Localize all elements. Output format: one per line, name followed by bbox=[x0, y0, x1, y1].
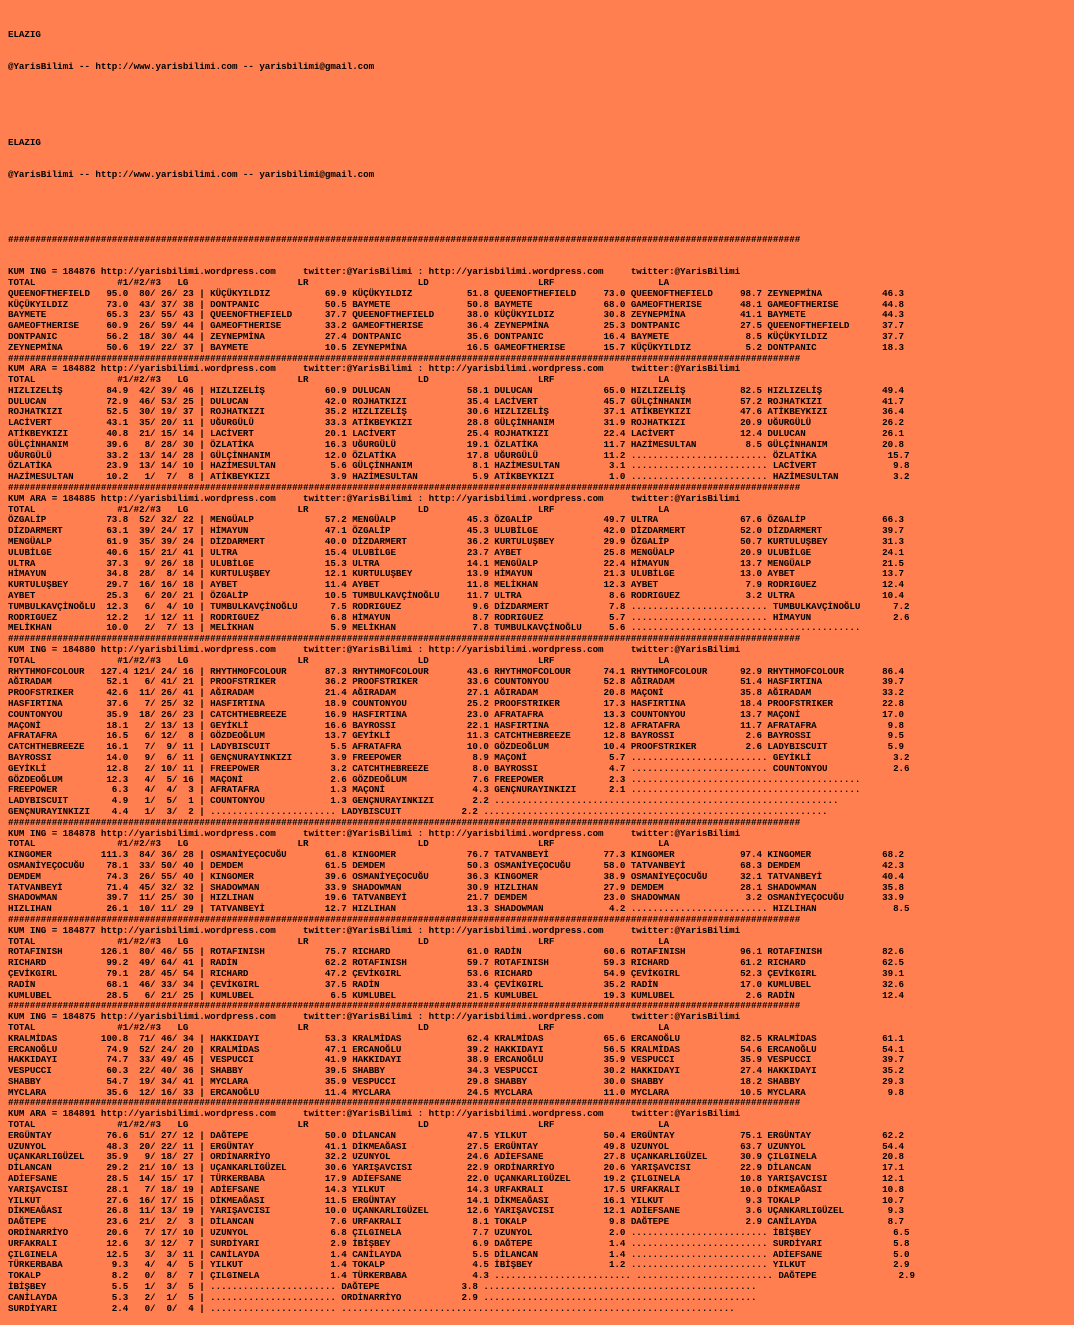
result-row: CANİLAYDA 5.3 2/ 1/ 5 | ....................... ORDİNARRİYO 2.9 .................................................. bbox=[8, 1291, 757, 1303]
result-row: DİZDARMERT 63.1 39/ 24/ 17 | HİMAYUN 47.1 ÖZGALİP 45.3 ULUBİLGE 42.0 DİZDARMERT 52.0 DİZDARMERT 39.7 bbox=[8, 525, 904, 537]
race-header-line: KUM ARA = 184891 http://yarisbilimi.wordpress.com twitter:@YarisBilimi : http://yarisbilimi.wordpress.com twitter:@YarisBilimi bbox=[8, 1108, 741, 1120]
result-row: DİKMEAĞASI 26.8 11/ 13/ 19 | YARIŞAVCISI 10.0 UÇANKARLIGÜZEL 12.6 YARIŞAVCISI 12.1 ADİEFSANE 3.6 UÇANKARLIGÜZEL 9.3 bbox=[8, 1205, 904, 1217]
result-row: SHADOWMAN 39.7 11/ 25/ 30 | HIZLIHAN 19.6 TATVANBEYİ 21.7 DEMDEM 23.0 SHADOWMAN 3.2 OSMANİYEÇOCUĞU 33.9 bbox=[8, 892, 904, 904]
result-row: URFAKRALI 12.6 3/ 12/ 7 | SURDİYARI 2.9 İBİŞBEY 6.9 DAĞTEPE 1.4 ......................... SURDİYARI 5.8 bbox=[8, 1237, 910, 1249]
race-header-line: KUM ARA = 184882 http://yarisbilimi.wordpress.com twitter:@YarisBilimi : http://yarisbilimi.wordpress.com twitter:@YarisBilimi bbox=[8, 363, 741, 375]
separator-line: ################################################################################################################################################# bbox=[8, 1001, 801, 1012]
result-row: TATVANBEYİ 71.4 45/ 32/ 32 | SHADOWMAN 33.9 SHADOWMAN 30.9 HIZLIHAN 27.9 DEMDEM 28.1 SHADOWMAN 35.8 bbox=[8, 881, 904, 893]
result-row: GAMEOFTHERISE 60.9 26/ 59/ 44 | GAMEOFTHERISE 33.2 GAMEOFTHERISE 36.4 ZEYNEPMİNA 25.3 DONTPANIC 27.5 QUEENOFTHEFIELD 37.7 bbox=[8, 320, 904, 332]
result-row: BAYMETE 65.3 23/ 55/ 43 | QUEENOFTHEFIELD 37.7 QUEENOFTHEFIELD 38.0 KÜÇÜKYILDIZ 30.8 ZEYNEPMİNA 41.1 BAYMETE 44.3 bbox=[8, 309, 904, 321]
results-body bbox=[8, 267, 1074, 1314]
result-row: ROJHATKIZI 52.5 30/ 19/ 37 | ROJHATKIZI 35.2 HIZLIZELİŞ 30.6 HIZLIZELİŞ 37.1 ATİKBEYKIZI 47.6 ATİKBEYKIZI 36.4 bbox=[8, 406, 904, 418]
result-row: ZEYNEPMİNA 50.6 19/ 22/ 37 | BAYMETE 10.5 ZEYNEPMİNA 16.5 GAMEOFTHERISE 15.7 KÜÇÜKYILDIZ 5.2 DONTPANIC 18.3 bbox=[8, 341, 904, 353]
column-header-line: TOTAL #1/#2/#3 LG LR LD LRF LA bbox=[8, 654, 670, 666]
result-row: GÖZDEOĞLUM 12.3 4/ 5/ 16 | MAÇONİ 2.6 GÖZDEOĞLUM 7.6 FREEPOWER 2.3 .......................................... bbox=[8, 773, 861, 785]
result-row: ATİKBEYKIZI 40.8 21/ 15/ 14 | LACİVERT 20.1 LACİVERT 25.4 ROJHATKIZI 22.4 LACİVERT 12.4 DULUCAN 26.1 bbox=[8, 428, 904, 440]
result-row: İBİŞBEY 5.5 1/ 3/ 5 | ....................... DAĞTEPE 3.8 .................................................. bbox=[8, 1281, 757, 1293]
result-row: PROOFSTRIKER 42.6 11/ 26/ 41 | AĞIRADAM 21.4 AĞIRADAM 27.1 AĞIRADAM 20.8 MAÇONİ 35.8 AĞIRADAM 33.2 bbox=[8, 687, 904, 699]
result-row: AFRATAFRA 16.5 6/ 12/ 8 | GÖZDEOĞLUM 13.7 GEYİKLİ 11.3 CATCHTHEBREEZE 12.8 BAYROSSI 2.6 BAYROSSI 9.5 bbox=[8, 730, 904, 742]
separator-line: ################################################################################################################################################# bbox=[8, 483, 801, 494]
result-row: HİMAYUN 34.8 28/ 8/ 14 | KURTULUŞBEY 12.1 KURTULUŞBEY 13.9 HİMAYUN 21.3 ULUBİLGE 13.0 AYBET 13.7 bbox=[8, 568, 904, 580]
column-header-line: TOTAL #1/#2/#3 LG LR LD LRF LA bbox=[8, 276, 670, 288]
result-row: ULTRA 37.3 9/ 26/ 18 | ULUBİLGE 15.3 ULTRA 14.1 MENGÜALP 22.4 HİMAYUN 13.7 MENGÜALP 21.5 bbox=[8, 557, 904, 569]
result-row: MELİKHAN 10.0 2/ 7/ 13 | MELİKHAN 5.9 MELİKHAN 7.8 TUMBULKAVÇİNOĞLU 5.6 .......................................... bbox=[8, 622, 861, 634]
result-row: UZUNYOL 48.3 20/ 22/ 11 | ERGÜNTAY 41.1 DİKMEAĞASI 27.5 ERGÜNTAY 49.8 UZUNYOL 63.7 UZUNYOL 54.4 bbox=[8, 1140, 904, 1152]
result-row: MYCLARA 35.6 12/ 16/ 33 | ERCANOĞLU 11.4 MYCLARA 24.5 MYCLARA 11.0 MYCLARA 10.5 MYCLARA 9.8 bbox=[8, 1086, 904, 1098]
result-row: ERCANOĞLU 74.9 52/ 24/ 20 | KRALMİDAS 47.1 ERCANOĞLU 39.2 HAKKIDAYI 56.5 KRALMİDAS 54.6 ERCANOĞLU 54.1 bbox=[8, 1043, 904, 1055]
result-row: DULUCAN 72.9 46/ 53/ 25 | DULUCAN 42.0 ROJHATKIZI 35.4 LACİVERT 45.7 GÜLÇİNHANIM 57.2 ROJHATKIZI 41.7 bbox=[8, 395, 904, 407]
result-row: UÇANKARLIGÜZEL 35.9 9/ 18/ 27 | ORDİNARRİYO 32.2 UZUNYOL 24.6 ADİEFSANE 27.8 UÇANKARLIGÜZEL 30.9 ÇILGINELA 20.8 bbox=[8, 1151, 904, 1163]
result-row: CATCHTHEBREEZE 16.1 7/ 9/ 11 | LADYBISCUIT 5.5 AFRATAFRA 10.0 GÖZDEOĞLUM 10.4 PROOFSTRIKER 2.6 LADYBISCUIT 5.9 bbox=[8, 741, 904, 753]
race-header-line: KUM ING = 184878 http://yarisbilimi.wordpress.com twitter:@YarisBilimi : http://yarisbilimi.wordpress.com twitter:@YarisBilimi bbox=[8, 827, 741, 839]
header-contact: @YarisBilimi -- http://www.yarisbilimi.com -- yarisbilimi@gmail.com bbox=[8, 60, 375, 72]
result-row: UĞURGÜLÜ 33.2 13/ 14/ 28 | GÜLÇİNHANIM 12.0 ÖZLATİKA 17.8 UĞURGÜLÜ 11.2 ......................... ÖZLATİKA 15.7 bbox=[8, 449, 910, 461]
result-row: ÖZLATİKA 23.9 13/ 14/ 10 | HAZİMESULTAN 5.6 GÜLÇİNHANIM 8.1 HAZİMESULTAN 3.1 ......................... LACİVERT 9.8 bbox=[8, 460, 910, 472]
result-row: AĞIRADAM 52.1 6/ 41/ 21 | PROOFSTRIKER 36.2 PROOFSTRIKER 33.6 COUNTONYOU 52.8 AĞIRADAM 51.4 HASFIRTINA 39.7 bbox=[8, 676, 904, 688]
result-row: OSMANİYEÇOCUĞU 78.1 33/ 50/ 40 | DEMDEM 61.5 DEMDEM 50.3 OSMANİYEÇOCUĞU 58.0 TATVANBEYİ 68.3 DEMDEM 42.3 bbox=[8, 859, 904, 871]
result-row: ULUBİLGE 40.6 15/ 21/ 41 | ULTRA 15.4 ULUBİLGE 23.7 AYBET 25.8 MENGÜALP 20.9 ULUBİLGE 24.1 bbox=[8, 546, 904, 558]
result-row: HIZLIHAN 26.1 10/ 11/ 29 | TATVANBEYİ 12.7 HIZLIHAN 13.3 SHADOWMAN 4.2 ......................... HIZLIHAN 8.5 bbox=[8, 903, 910, 915]
column-header-line: TOTAL #1/#2/#3 LG LR LD LRF LA bbox=[8, 1119, 670, 1131]
result-row: RADİN 68.1 46/ 33/ 34 | ÇEVİKGIRL 37.5 RADİN 33.4 ÇEVİKGIRL 35.2 RADİN 17.0 KUMLUBEL 32.6 bbox=[8, 978, 904, 990]
result-row: HAZİMESULTAN 10.2 1/ 7/ 8 | ATİKBEYKIZI 3.9 HAZİMESULTAN 5.9 ATİKBEYKIZI 1.0 ......................... HAZİMESULTAN 3.2 bbox=[8, 471, 910, 483]
result-row: COUNTONYOU 35.9 18/ 26/ 23 | CATCHTHEBREEZE 16.9 HASFIRTINA 23.0 AFRATAFRA 13.3 COUNTONYOU 13.7 MAÇONİ 17.0 bbox=[8, 708, 904, 720]
result-row: ROTAFINISH 126.1 80/ 46/ 55 | ROTAFINISH 75.7 RICHARD 61.0 RADİN 60.6 ROTAFINISH 96.1 ROTAFINISH 82.6 bbox=[8, 946, 904, 958]
column-header-line: TOTAL #1/#2/#3 LG LR LD LRF LA bbox=[8, 1021, 670, 1033]
result-row: DONTPANIC 56.2 18/ 30/ 44 | ZEYNEPMİNA 27.4 DONTPANIC 35.6 DONTPANIC 16.4 BAYMETE 8.5 KÜÇÜKYILDIZ 37.7 bbox=[8, 330, 904, 342]
separator-line: ################################################################################################################################################# bbox=[8, 353, 801, 364]
column-header-line: TOTAL #1/#2/#3 LG LR LD LRF LA bbox=[8, 935, 670, 947]
result-row: AYBET 25.3 6/ 20/ 21 | ÖZGALİP 10.5 TUMBULKAVÇİNOĞLU 11.7 ULTRA 8.6 RODRIGUEZ 3.2 ULTRA 10.4 bbox=[8, 590, 904, 602]
separator-line: ################################################################################################################################################# bbox=[8, 817, 801, 828]
result-row: KURTULUŞBEY 29.7 16/ 16/ 18 | AYBET 11.4 AYBET 11.8 MELİKHAN 12.3 AYBET 7.9 RODRIGUEZ 12.4 bbox=[8, 579, 904, 591]
header-contact-repeat: @YarisBilimi -- http://www.yarisbilimi.com -- yarisbilimi@gmail.com bbox=[8, 168, 375, 180]
result-row: GÜLÇİNHANIM 39.6 8/ 28/ 30 | ÖZLATİKA 16.3 UĞURGÜLÜ 19.1 ÖZLATİKA 11.7 HAZİMESULTAN 8.5 GÜLÇİNHANIM 20.8 bbox=[8, 438, 904, 450]
result-row: MAÇONİ 18.1 2/ 13/ 13 | GEYİKLİ 16.6 BAYROSSI 22.1 HASFIRTINA 12.8 AFRATAFRA 11.7 AFRATAFRA 9.8 bbox=[8, 719, 904, 731]
result-row: TOKALP 8.2 0/ 8/ 7 | ÇILGINELA 1.4 TÜRKERBABA 4.3 ......................... ......................... DAĞTEPE 2.9 bbox=[8, 1270, 915, 1282]
result-row: RICHARD 99.2 49/ 64/ 41 | RADİN 62.2 ROTAFINISH 59.7 ROTAFINISH 59.3 RICHARD 61.2 RICHARD 62.5 bbox=[8, 957, 904, 969]
result-row: GEYİKLİ 12.8 2/ 10/ 11 | FREEPOWER 3.2 CATCHTHEBREEZE 8.0 BAYROSSI 4.7 ......................... COUNTONYOU 2.6 bbox=[8, 762, 910, 774]
result-row: FREEPOWER 6.3 4/ 4/ 3 | AFRATAFRA 1.3 MAÇONİ 4.3 GENÇNURAYINKIZI 2.1 .......................................... bbox=[8, 784, 861, 796]
result-row: YARIŞAVCISI 28.1 7/ 18/ 19 | ADİEFSANE 14.3 YILKUT 14.3 URFAKRALI 17.5 URFAKRALI 10.0 DİKMEAĞASI 10.8 bbox=[8, 1183, 904, 1195]
result-row: KÜÇÜKYILDIZ 73.0 43/ 37/ 38 | DONTPANIC 50.5 BAYMETE 50.8 BAYMETE 68.0 GAMEOFTHERISE 48.1 GAMEOFTHERISE 44.8 bbox=[8, 298, 904, 310]
separator-line: ################################################################################################################################################# bbox=[8, 234, 801, 245]
result-row: RHYTHMOFCOLOUR 127.4 121/ 24/ 16 | RHYTHMOFCOLOUR 87.3 RHYTHMOFCOLOUR 43.6 RHYTHMOFCOLOUR 74.1 RHYTHMOFCOLOUR 92.9 RHYTHMOFCOLOUR 86.4 bbox=[8, 665, 904, 677]
blank-line bbox=[8, 202, 1074, 213]
separator-line: ################################################################################################################################################# bbox=[8, 1098, 801, 1109]
result-row: GENÇNURAYINKIZI 4.4 1/ 3/ 2 | ....................... LADYBISCUIT 2.2 ............................................................... bbox=[8, 805, 828, 817]
result-row: SURDİYARI 2.4 0/ 0/ 4 | ....................... ........................................................................ bbox=[8, 1302, 735, 1314]
result-row: TUMBULKAVÇİNOĞLU 12.3 6/ 4/ 10 | TUMBULKAVÇİNOĞLU 7.5 RODRIGUEZ 9.6 DİZDARMERT 7.8 ......................... TUMBULKAVÇİNOĞLU 7.2 bbox=[8, 600, 910, 612]
header-city: ELAZIG bbox=[8, 28, 41, 40]
result-row: DEMDEM 74.3 26/ 55/ 40 | KINGOMER 39.6 OSMANİYEÇOCUĞU 36.3 KINGOMER 38.9 OSMANİYEÇOCUĞU 32.1 TATVANBEYİ 40.4 bbox=[8, 870, 904, 882]
separator-line: ################################################################################################################################################# bbox=[8, 634, 801, 645]
result-row: DAĞTEPE 23.6 21/ 2/ 3 | DİLANCAN 7.6 URFAKRALI 8.1 TOKALP 9.8 DAĞTEPE 2.9 CANİLAYDA 8.7 bbox=[8, 1216, 904, 1228]
result-row: ÇILGINELA 12.5 3/ 3/ 11 | CANİLAYDA 1.4 CANİLAYDA 5.5 DİLANCAN 1.4 ......................... ADİEFSANE 5.0 bbox=[8, 1248, 910, 1260]
result-row: ADİEFSANE 28.5 14/ 15/ 17 | TÜRKERBABA 17.9 ADİEFSANE 22.0 UÇANKARLIGÜZEL 19.2 ÇILGINELA 10.8 YARIŞAVCISI 12.1 bbox=[8, 1173, 904, 1185]
separator-line: ################################################################################################################################################# bbox=[8, 914, 801, 925]
result-row: ORDİNARRİYO 20.6 7/ 17/ 10 | UZUNYOL 6.8 ÇILGINELA 7.7 UZUNYOL 2.0 ......................... İBİŞBEY 6.5 bbox=[8, 1227, 910, 1239]
header-city-repeat: ELAZIG bbox=[8, 136, 41, 148]
result-row: SHABBY 54.7 19/ 34/ 41 | MYCLARA 35.9 VESPUCCI 29.8 SHABBY 30.0 SHABBY 18.2 SHABBY 29.3 bbox=[8, 1075, 904, 1087]
result-row: LADYBISCUIT 4.9 1/ 5/ 1 | COUNTONYOU 1.3 GENÇNURAYINKIZI 2.2 ............................................................... bbox=[8, 795, 839, 807]
column-header-line: TOTAL #1/#2/#3 LG LR LD LRF LA bbox=[8, 503, 670, 515]
result-row: ÇEVİKGIRL 79.1 28/ 45/ 54 | RICHARD 47.2 ÇEVİKGIRL 53.6 RICHARD 54.9 ÇEVİKGIRL 52.3 ÇEVİKGIRL 39.1 bbox=[8, 967, 904, 979]
result-row: LACİVERT 43.1 35/ 20/ 11 | UĞURGÜLÜ 33.3 ATİKBEYKIZI 28.8 GÜLÇİNHANIM 31.9 ROJHATKIZI 20.9 UĞURGÜLÜ 26.2 bbox=[8, 417, 904, 429]
result-row: ÖZGALİP 73.8 52/ 32/ 22 | MENGÜALP 57.2 MENGÜALP 45.3 ÖZGALİP 49.7 ULTRA 67.6 ÖZGALİP 66.3 bbox=[8, 514, 904, 526]
result-row: ERGÜNTAY 76.6 51/ 27/ 12 | DAĞTEPE 50.0 DİLANCAN 47.5 YILKUT 50.4 ERGÜNTAY 75.1 ERGÜNTAY 62.2 bbox=[8, 1129, 904, 1141]
result-row: RODRIGUEZ 12.2 1/ 12/ 11 | RODRIGUEZ 6.8 HİMAYUN 8.7 RODRIGUEZ 5.7 ......................... HİMAYUN 2.6 bbox=[8, 611, 910, 623]
result-row: KINGOMER 111.3 84/ 36/ 28 | OSMANİYEÇOCUĞU 61.8 KINGOMER 76.7 TATVANBEYİ 77.3 KINGOMER 97.4 KINGOMER 68.2 bbox=[8, 849, 904, 861]
race-header-line: KUM ING = 184877 http://yarisbilimi.wordpress.com twitter:@YarisBilimi : http://yarisbilimi.wordpress.com twitter:@YarisBilimi bbox=[8, 924, 741, 936]
column-header-line: TOTAL #1/#2/#3 LG LR LD LRF LA bbox=[8, 374, 670, 386]
result-row: KRALMİDAS 100.8 71/ 46/ 34 | HAKKIDAYI 53.3 KRALMİDAS 62.4 KRALMİDAS 65.6 ERCANOĞLU 82.5 KRALMİDAS 61.1 bbox=[8, 1032, 904, 1044]
race-header-line: KUM ING = 184880 http://yarisbilimi.wordpress.com twitter:@YarisBilimi : http://yarisbilimi.wordpress.com twitter:@YarisBilimi bbox=[8, 644, 741, 656]
column-header-line: TOTAL #1/#2/#3 LG LR LD LRF LA bbox=[8, 838, 670, 850]
result-row: VESPUCCI 60.3 22/ 40/ 36 | SHABBY 39.5 SHABBY 34.3 VESPUCCI 30.2 HAKKIDAYI 27.4 HAKKIDAYI 35.2 bbox=[8, 1065, 904, 1077]
header-spacer bbox=[8, 94, 1074, 116]
result-row: DİLANCAN 29.2 21/ 10/ 13 | UÇANKARLIGÜZEL 30.6 YARIŞAVCISI 22.9 ORDİNARRİYO 20.6 YARIŞAVCISI 22.9 DİLANCAN 17.1 bbox=[8, 1162, 904, 1174]
race-header-line: KUM ING = 184875 http://yarisbilimi.wordpress.com twitter:@YarisBilimi : http://yarisbilimi.wordpress.com twitter:@YarisBilimi bbox=[8, 1011, 741, 1023]
race-header-line: KUMLUBEL 28.5 6/ 21/ 25 | KUMLUBEL 6.5 KUMLUBEL 21.5 KUMLUBEL 19.3 KUMLUBEL 2.6 RADİN 12.4 bbox=[8, 989, 904, 1001]
result-row: QUEENOFTHEFIELD 95.0 80/ 26/ 23 | KÜÇÜKYILDIZ 69.9 KÜÇÜKYILDIZ 51.8 QUEENOFTHEFIELD 73.0 QUEENOFTHEFIELD 98.7 ZEYNEPMİNA 46.3 bbox=[8, 287, 904, 299]
result-row: HAKKIDAYI 74.7 33/ 49/ 45 | VESPUCCI 41.9 HAKKIDAYI 38.9 ERCANOĞLU 35.9 VESPUCCI 35.9 VESPUCCI 39.7 bbox=[8, 1054, 904, 1066]
result-row: YILKUT 27.6 16/ 17/ 15 | DİKMEAĞASI 11.5 ERGÜNTAY 14.1 DİKMEAĞASI 16.1 YILKUT 9.3 TOKALP 10.7 bbox=[8, 1194, 904, 1206]
result-row: HIZLIZELİŞ 84.9 42/ 39/ 46 | HIZLIZELİŞ 60.9 DULUCAN 58.1 DULUCAN 65.0 HIZLIZELİŞ 82.5 HIZLIZELİŞ 49.4 bbox=[8, 384, 904, 396]
result-row: TÜRKERBABA 9.3 4/ 4/ 5 | YILKUT 1.4 TOKALP 4.5 İBİŞBEY 1.2 ......................... YILKUT 2.9 bbox=[8, 1259, 910, 1271]
race-header-line: KUM ARA = 184885 http://yarisbilimi.wordpress.com twitter:@YarisBilimi : http://yarisbilimi.wordpress.com twitter:@YarisBilimi bbox=[8, 492, 741, 504]
result-row: MENGÜALP 61.9 35/ 39/ 24 | DİZDARMERT 40.0 DİZDARMERT 36.2 KURTULUŞBEY 29.9 ÖZGALİP 50.7 KURTULUŞBEY 31.3 bbox=[8, 536, 904, 548]
result-row: HASFIRTINA 37.6 7/ 25/ 32 | HASFIRTINA 18.9 COUNTONYOU 25.2 PROOFSTRIKER 17.3 HASFIRTINA 18.4 PROOFSTRIKER 22.8 bbox=[8, 698, 904, 709]
race-header-line: KUM ING = 184876 http://yarisbilimi.wordpress.com twitter:@YarisBilimi : http://yarisbilimi.wordpress.com twitter:@YarisBilimi bbox=[8, 266, 741, 278]
result-row: BAYROSSI 14.0 9/ 6/ 11 | GENÇNURAYINKIZI 3.9 FREEPOWER 8.9 MAÇONİ 5.7 ......................... GEYİKLİ 3.2 bbox=[8, 751, 910, 763]
